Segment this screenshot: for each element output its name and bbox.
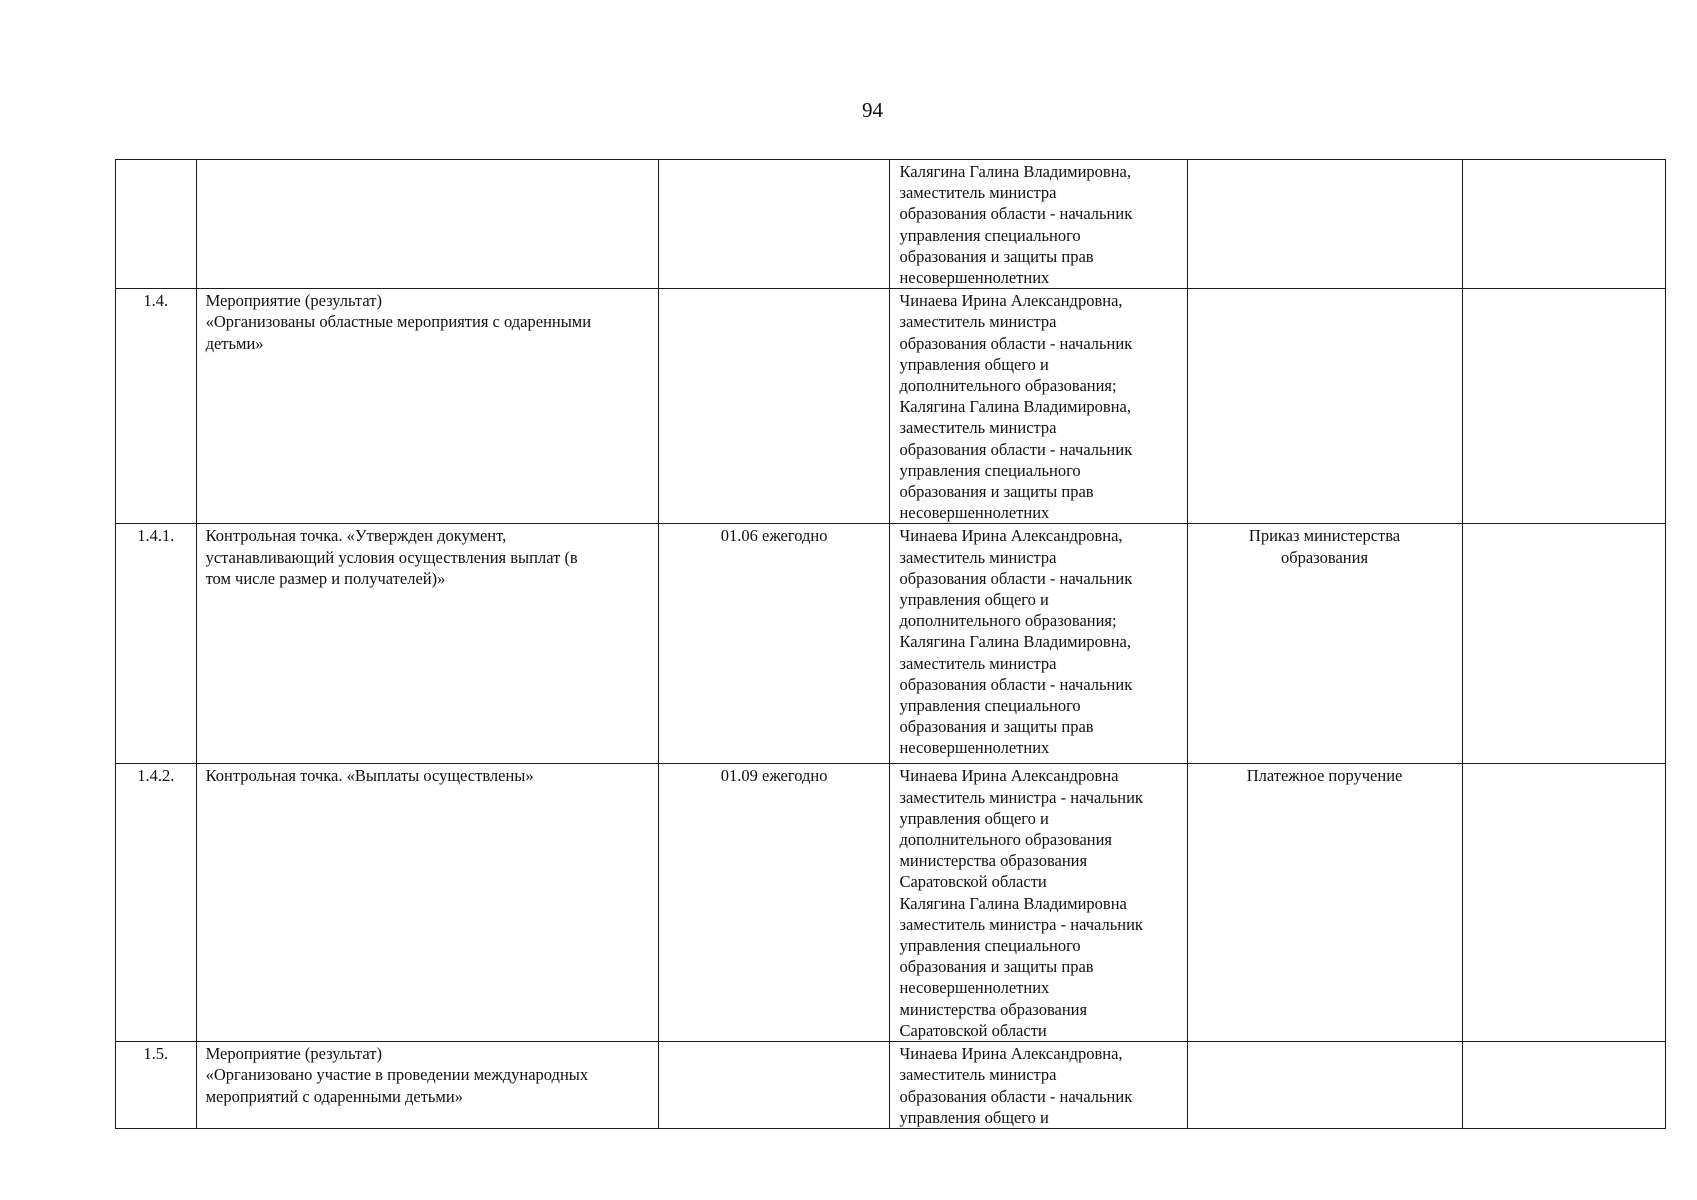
cell-line: том числе размер и получателей)» — [205, 568, 446, 588]
row-number-cell — [116, 160, 197, 289]
document-cell — [1187, 289, 1462, 524]
cell-line: образования и защиты прав — [899, 246, 1094, 266]
extra-cell — [1462, 764, 1666, 1042]
responsible-cell — [890, 289, 1187, 524]
cell-line: образования — [1281, 547, 1369, 567]
cell-line: «Организованы областные мероприятия с одаренными — [205, 312, 592, 332]
responsible-cell — [890, 524, 1187, 764]
cell-line: несовершеннолетних — [899, 503, 1050, 523]
cell-line: Контрольная точка. «Утвержден документ, — [205, 526, 507, 546]
cell-line: управления специального — [899, 696, 1081, 716]
document-cell — [1187, 1042, 1462, 1129]
deadline-cell — [658, 289, 890, 524]
plan-table — [115, 159, 1666, 1129]
cell-line: управления общего и — [899, 1107, 1049, 1127]
cell-line: министерства образования — [899, 851, 1088, 871]
cell-line: несовершеннолетних — [899, 978, 1050, 998]
cell-line: образования и защиты прав — [899, 717, 1094, 737]
cell-line: дополнительного образования; — [899, 376, 1117, 396]
cell-line: образования и защиты прав — [899, 957, 1094, 977]
row-number-cell: 1.4.2. — [116, 764, 197, 1042]
cell-line: Калягина Галина Владимировна, — [899, 397, 1131, 417]
responsible-cell — [890, 160, 1187, 289]
deadline-cell: 01.06 ежегодно — [658, 524, 890, 764]
cell-line: Калягина Галина Владимировна, — [899, 162, 1131, 181]
activity-name-cell — [196, 764, 658, 1042]
cell-line: заместитель министра — [899, 183, 1057, 203]
cell-line: управления специального — [899, 936, 1081, 956]
cell-line: заместитель министра — [899, 653, 1057, 673]
cell-line: Чинаева Ирина Александровна — [899, 766, 1119, 786]
cell-line: несовершеннолетних — [899, 268, 1050, 288]
extra-cell — [1462, 1042, 1666, 1129]
document-cell — [1187, 524, 1462, 764]
cell-line: Мероприятие (результат) — [205, 1044, 382, 1064]
page-number: 94 — [862, 98, 883, 122]
activity-name-cell — [196, 289, 658, 524]
deadline-cell — [658, 160, 890, 289]
cell-line: Чинаева Ирина Александровна, — [899, 526, 1123, 546]
cell-line: образования области - начальник — [899, 1086, 1133, 1106]
cell-line: образования области - начальник — [899, 204, 1133, 224]
cell-line: устанавливающий условия осуществления выплат (в — [205, 547, 578, 567]
cell-line: Контрольная точка. «Выплаты осуществлены» — [205, 766, 534, 786]
extra-cell — [1462, 160, 1666, 289]
cell-line: мероприятий с одаренными детьми» — [205, 1086, 463, 1106]
row-number-cell: 1.4.1. — [116, 524, 197, 764]
plan-table-body — [116, 160, 1666, 1129]
table-row — [116, 289, 1666, 524]
cell-line: заместитель министра — [899, 547, 1057, 567]
activity-name-cell — [196, 160, 658, 289]
table-row — [116, 764, 1666, 1042]
cell-line: управления общего и — [899, 354, 1049, 374]
cell-line: Саратовской области — [899, 1020, 1047, 1040]
cell-line: детьми» — [205, 333, 264, 353]
cell-line: образования области - начальник — [899, 674, 1133, 694]
cell-line: Чинаева Ирина Александровна, — [899, 1044, 1123, 1064]
cell-line: Платежное поручение — [1246, 766, 1403, 786]
cell-line: Мероприятие (результат) — [205, 291, 382, 311]
deadline-cell: 01.09 ежегодно — [658, 764, 890, 1042]
cell-line: Калягина Галина Владимировна, — [899, 632, 1131, 652]
cell-line: образования области - начальник — [899, 439, 1133, 459]
cell-line: Калягина Галина Владимировна — [899, 893, 1127, 913]
cell-line: управления общего и — [899, 590, 1049, 610]
cell-line: управления общего и — [899, 808, 1049, 828]
document-cell — [1187, 160, 1462, 289]
deadline-cell — [658, 1042, 890, 1129]
table-row — [116, 1042, 1666, 1129]
cell-line: заместитель министра - начальник — [899, 914, 1143, 934]
table-row — [116, 160, 1666, 289]
row-number-cell: 1.4. — [116, 289, 197, 524]
cell-line: образования и защиты прав — [899, 482, 1094, 502]
responsible-cell — [890, 764, 1187, 1042]
cell-line: Саратовской области — [899, 872, 1047, 892]
cell-line: Приказ министерства — [1248, 526, 1401, 546]
cell-line: управления специального — [899, 225, 1081, 245]
cell-line: «Организовано участие в проведении международных — [205, 1065, 589, 1085]
responsible-cell — [890, 1042, 1187, 1129]
cell-line: дополнительного образования — [899, 830, 1113, 850]
extra-cell — [1462, 289, 1666, 524]
cell-line: управления специального — [899, 460, 1081, 480]
cell-line: министерства образования — [899, 999, 1088, 1019]
cell-line: дополнительного образования; — [899, 611, 1117, 631]
activity-name-cell — [196, 1042, 658, 1129]
cell-line: несовершеннолетних — [899, 738, 1050, 758]
document-cell — [1187, 764, 1462, 1042]
cell-line: заместитель министра — [899, 312, 1057, 332]
cell-line: заместитель министра - начальник — [899, 787, 1143, 807]
activity-name-cell — [196, 524, 658, 764]
extra-cell — [1462, 524, 1666, 764]
cell-line: образования области - начальник — [899, 568, 1133, 588]
cell-line: заместитель министра — [899, 418, 1057, 438]
row-number-cell: 1.5. — [116, 1042, 197, 1129]
cell-line: Чинаева Ирина Александровна, — [899, 291, 1123, 311]
cell-line: заместитель министра — [899, 1065, 1057, 1085]
cell-line: образования области - начальник — [899, 333, 1133, 353]
table-row — [116, 524, 1666, 764]
